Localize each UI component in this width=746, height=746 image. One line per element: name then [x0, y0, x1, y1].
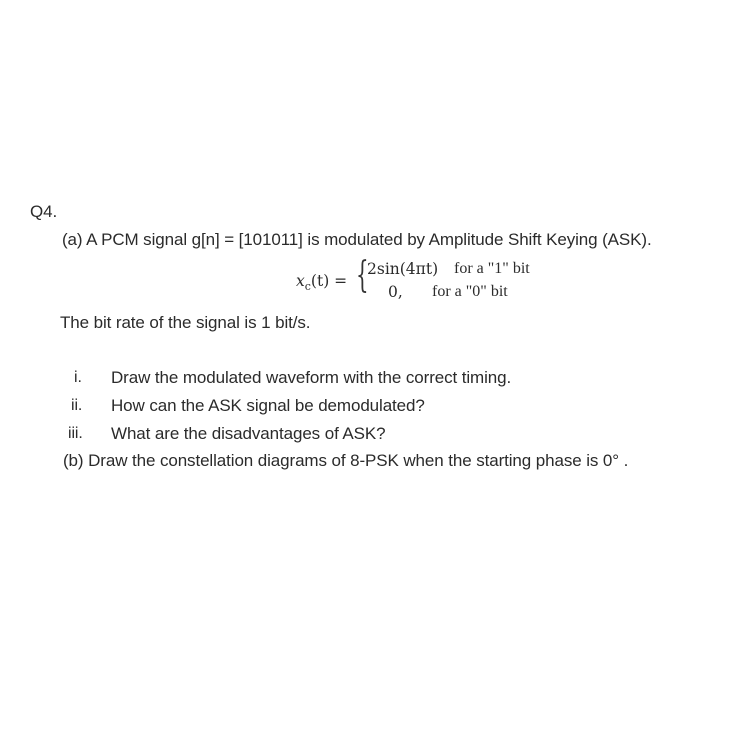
- equation-lhs-sub: c: [304, 280, 311, 293]
- subquestion-1-number: i.: [74, 369, 82, 386]
- part-a-text: (a) A PCM signal g[n] = [101011] is modulated by Amplitude Shift Keying (ASK).: [62, 230, 652, 249]
- equation-lhs: [296, 272, 348, 293]
- bit-rate-text: The bit rate of the signal is 1 bit/s.: [60, 313, 311, 332]
- question-number: Q4.: [30, 202, 58, 221]
- subquestion-1-text: Draw the modulated waveform with the correct timing.: [111, 368, 512, 387]
- equation-case1-cond: for a "1" bit: [454, 260, 530, 277]
- equation-case2-expr: 0,: [388, 283, 403, 301]
- equation-lhs-arg: (t) =: [310, 272, 348, 290]
- equation-case1-expr: 2sin(4πt): [367, 260, 439, 278]
- equation-case2-cond: for a "0" bit: [432, 283, 508, 300]
- subquestion-2-number: ii.: [71, 397, 83, 414]
- subquestion-2-text: How can the ASK signal be demodulated?: [111, 396, 425, 415]
- equation-brace: {: [356, 255, 369, 296]
- equation-lhs-var: x: [296, 272, 305, 290]
- subquestion-3-text: What are the disadvantages of ASK?: [111, 424, 386, 443]
- subquestion-3-number: iii.: [68, 425, 83, 442]
- part-b-text: (b) Draw the constellation diagrams of 8-PSK when the starting phase is 0° .: [63, 451, 629, 470]
